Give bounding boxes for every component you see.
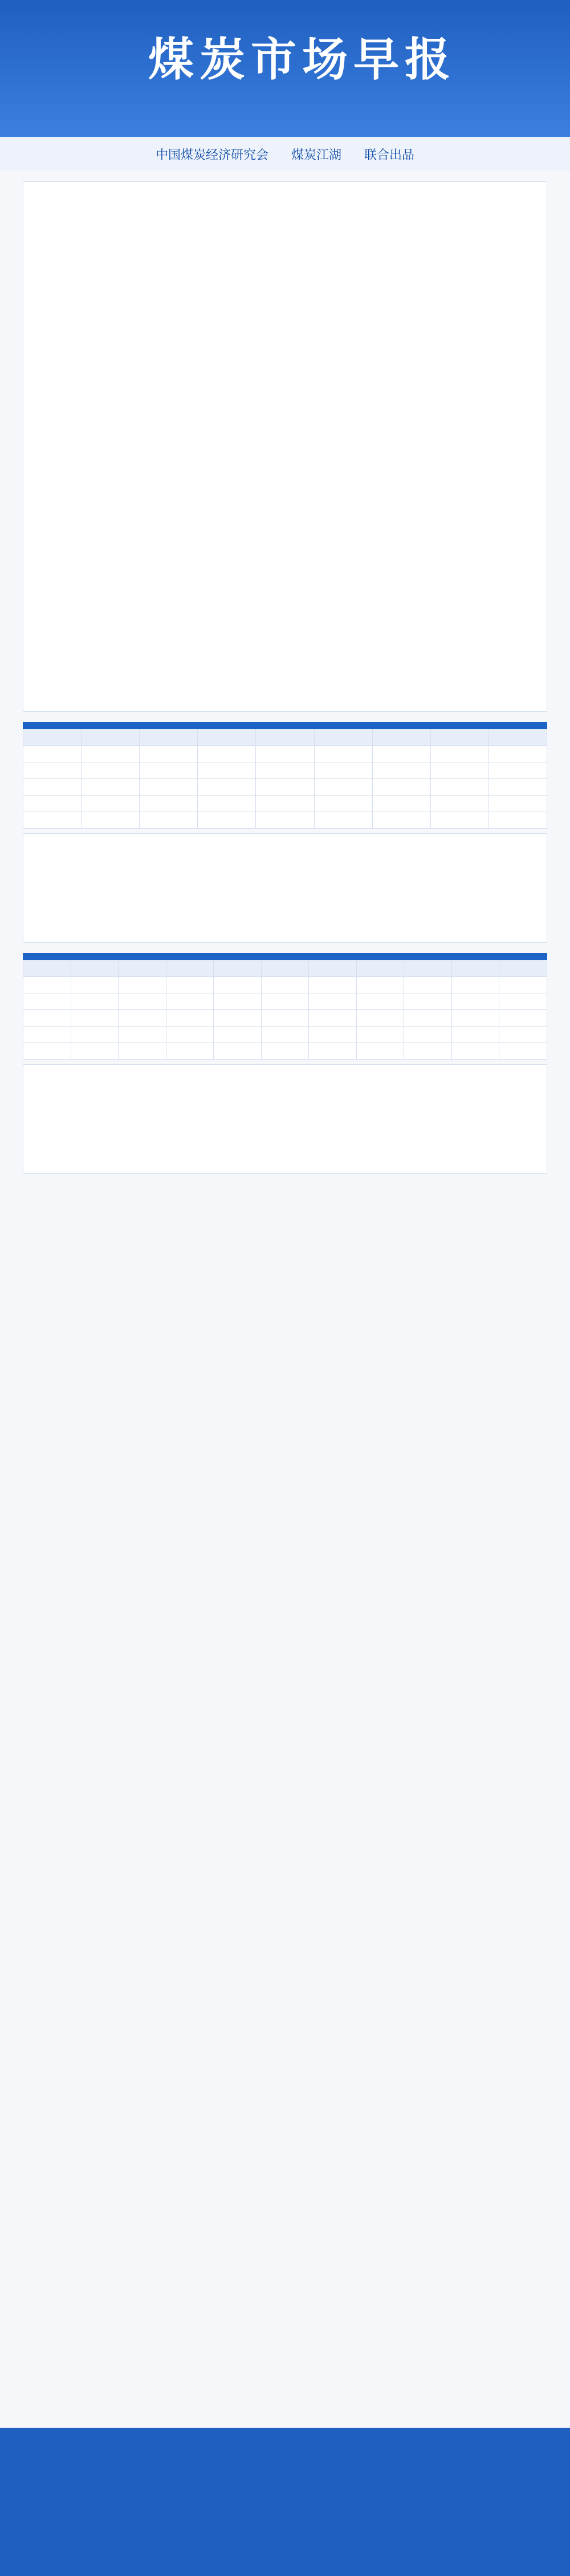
footer xyxy=(0,2428,570,2576)
section-1-title xyxy=(23,722,547,729)
logo-3: 联合出品 xyxy=(364,148,415,163)
section-1 xyxy=(23,722,547,943)
logo-band xyxy=(0,137,570,171)
section-1-table xyxy=(23,729,547,829)
intro-text xyxy=(23,181,547,712)
section-1-chart xyxy=(23,833,547,943)
intro-section xyxy=(23,181,547,712)
section-2-title xyxy=(23,953,547,960)
page-header xyxy=(0,0,570,137)
section-2-chart xyxy=(23,1064,547,1174)
logo-2: 煤炭江湖 xyxy=(291,148,341,163)
logo-1: 中国煤炭经济研究会 xyxy=(155,148,268,163)
section-2-table xyxy=(23,960,547,1060)
page-title: 煤炭市场早报 xyxy=(148,33,456,86)
section-2 xyxy=(23,953,547,1174)
